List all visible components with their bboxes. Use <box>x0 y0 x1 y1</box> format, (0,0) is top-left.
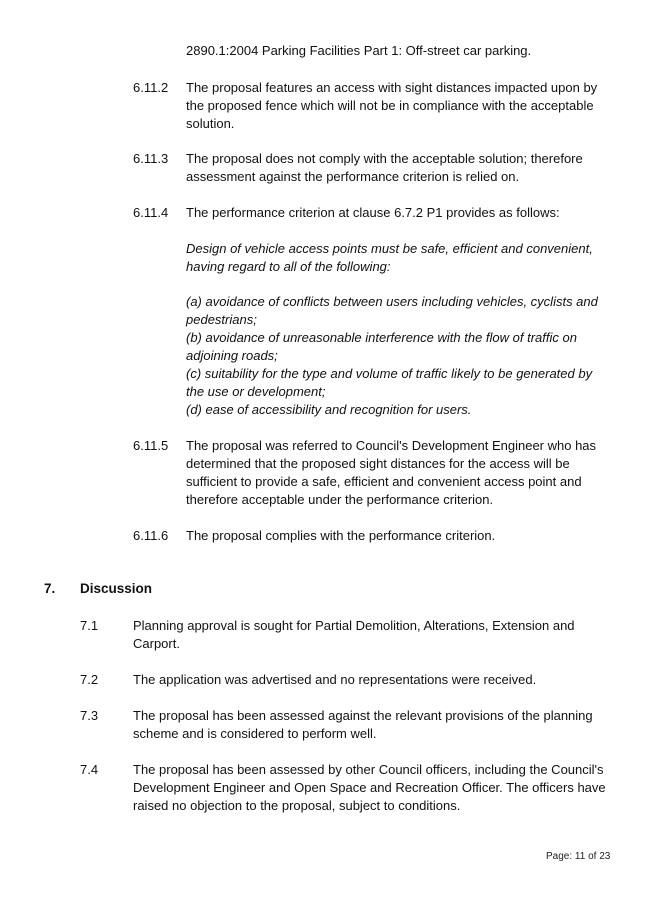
item-text-7-2 <box>133 671 536 689</box>
item-number-6-11-3: 6.11.3 <box>133 151 169 166</box>
text-line: The proposal does not comply with the acceptable solution; therefore <box>186 151 583 166</box>
item-text-6-11-4 <box>186 204 560 222</box>
quote-list-line: (c) suitability for the type and volume of traffic likely to be generated by <box>186 366 593 381</box>
text-line: determined that the proposed sight distances for the access will be <box>186 456 570 471</box>
text-line: solution. <box>186 116 235 131</box>
text-line: The proposal has been assessed by other Council officers, including the Council's <box>133 762 604 777</box>
quote-line: having regard to all of the following: <box>186 259 391 274</box>
text-line: Carport. <box>133 636 180 651</box>
text-line: The proposal has been assessed against the relevant provisions of the planning <box>133 708 593 723</box>
quote-list-line: pedestrians; <box>186 312 257 327</box>
item-text-6-11-5 <box>186 437 596 509</box>
quote-list-line: (b) avoidance of unreasonable interference with the flow of traffic on <box>186 330 577 345</box>
quote-list-line: the use or development; <box>186 384 326 399</box>
text-line: Planning approval is sought for Partial Demolition, Alterations, Extension and <box>133 618 575 633</box>
quote-list-line: adjoining roads; <box>186 348 278 363</box>
text-line: scheme and is considered to perform well. <box>133 726 377 741</box>
text-line: The proposal was referred to Council's Development Engineer who has <box>186 438 597 453</box>
item-text-7-3 <box>133 707 593 743</box>
text-line: The performance criterion at clause 6.7.2 P1 provides as follows: <box>186 205 560 220</box>
text-line: The application was advertised and no representations were received. <box>133 672 537 687</box>
item-text-7-1 <box>133 617 575 653</box>
item-number-6-11-6: 6.11.6 <box>133 528 169 543</box>
quote-list-line: (a) avoidance of conflicts between users including vehicles, cyclists and <box>186 294 598 309</box>
item-number-6-11-2: 6.11.2 <box>133 80 169 95</box>
text-line: Development Engineer and Open Space and Recreation Officer. The officers have <box>133 780 606 795</box>
quote-line: Design of vehicle access points must be safe, efficient and convenient, <box>186 241 593 256</box>
page-number-label: Page: 11 of 23 <box>546 851 611 862</box>
item-text-7-4 <box>133 761 606 815</box>
text-line: sufficient to provide a safe, efficient and convenient access point and <box>186 474 582 489</box>
quote-intro <box>186 240 593 276</box>
item-number-7-2: 7.2 <box>80 672 99 687</box>
item-number-7-1: 7.1 <box>80 618 99 633</box>
text-line: The proposal complies with the performance criterion. <box>186 528 496 543</box>
item-number-7-3: 7.3 <box>80 708 99 723</box>
intro-line <box>186 42 531 60</box>
item-text-6-11-6 <box>186 527 495 545</box>
text-line: assessment against the performance criterion is relied on. <box>186 169 520 184</box>
item-number-6-11-4: 6.11.4 <box>133 205 169 220</box>
section-number: 7. <box>44 581 56 596</box>
text-line: raised no objection to the proposal, subject to conditions. <box>133 798 461 813</box>
text-line: therefore acceptable under the performance criterion. <box>186 492 494 507</box>
section-title: Discussion <box>80 581 153 596</box>
item-text-6-11-3 <box>186 150 583 186</box>
item-number-7-4: 7.4 <box>80 762 99 777</box>
intro-line-text: 2890.1:2004 Parking Facilities Part 1: Off-street car parking. <box>186 43 532 58</box>
text-line: the proposed fence which will not be in compliance with the acceptable <box>186 98 594 113</box>
quote-list-line: (d) ease of accessibility and recognition for users. <box>186 402 472 417</box>
text-line: The proposal features an access with sight distances impacted upon by <box>186 80 598 95</box>
item-text-6-11-2 <box>186 79 597 133</box>
item-number-6-11-5: 6.11.5 <box>133 438 169 453</box>
quote-list <box>186 293 598 419</box>
